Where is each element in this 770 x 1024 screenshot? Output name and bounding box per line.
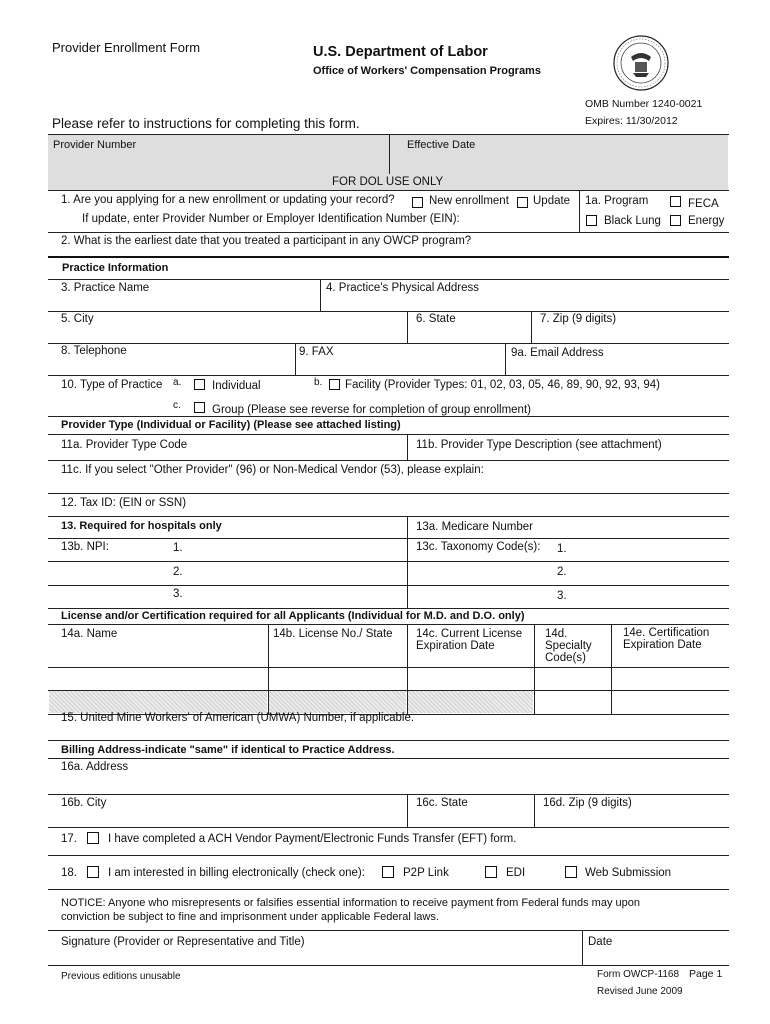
q17-text: I have completed a ACH Vendor Payment/Electronic Funds Transfer (EFT) form. [108,833,517,845]
q1-ein-field[interactable] [460,211,575,229]
certification-header-2: Expiration Date [623,639,702,651]
taxonomy-1-number: 1. [557,543,567,555]
notice-line-1: NOTICE: Anyone who misrepresents or falsifies essential information to receive payment from Federal funds may upon [61,897,640,909]
q18-number: 18. [61,867,77,879]
practice-zip-label: 7. Zip (9 digits) [540,313,617,325]
previous-editions-note: Previous editions unusable [61,971,181,982]
notice-line-2: conviction be subject to fine and imprisonment under applicable Federal laws. [61,911,439,923]
email-field[interactable] [507,360,727,374]
license-row-1-certification[interactable] [613,669,727,689]
group-label: Group (Please see reverse for completion of group enrollment) [212,404,531,416]
license-expiration-header-2: Expiration Date [416,640,495,652]
instructions-note: Please refer to instructions for completing this form. [52,116,360,131]
license-row-2-certification[interactable] [613,692,727,712]
tax-id-label: 12. Tax ID: (EIN or SSN) [61,497,187,509]
fax-field[interactable] [297,360,503,374]
license-row-1-expiration[interactable] [409,669,532,689]
specialty-header-1: 14d. [545,628,568,640]
taxonomy-3-field[interactable] [572,587,727,605]
license-name-header: 14a. Name [61,628,118,640]
billing-section-title: Billing Address-indicate "same" if identical to Practice Address. [61,744,395,756]
billing-state-label: 16c. State [416,797,468,809]
earliest-date-field[interactable] [478,234,728,252]
group-checkbox[interactable] [194,402,205,413]
individual-checkbox[interactable] [194,379,205,390]
office-title: Office of Workers' Compensation Programs [313,65,541,77]
specialty-header-2: Specialty [545,640,592,652]
provider-type-code-field[interactable] [50,452,405,460]
specialty-header-3: Code(s) [545,652,586,664]
npi-1-field[interactable] [188,540,403,556]
practice-name-field[interactable] [50,296,318,310]
license-row-2-number[interactable] [269,691,406,713]
tax-id-field[interactable] [200,495,727,511]
q1-question: 1. Are you applying for a new enrollment or updating your record? [61,194,395,206]
taxonomy-label: 13c. Taxonomy Code(s): [416,541,541,553]
web-submission-checkbox[interactable] [565,866,577,878]
telephone-field[interactable] [50,360,293,374]
license-number-header: 14b. License No./ State [273,628,393,640]
facility-checkbox[interactable] [329,379,340,390]
date-field[interactable] [584,950,727,964]
provider-type-desc-label: 11b. Provider Type Description (see attachment) [416,439,662,451]
provider-type-section-title: Provider Type (Individual or Facility) (Please see attached listing) [61,419,401,431]
revised-date: Revised June 2009 [597,986,683,997]
option-b-marker: b. [314,377,323,388]
license-row-2-expiration[interactable] [408,691,533,713]
web-submission-label: Web Submission [585,867,672,879]
billing-city-field[interactable] [50,812,405,826]
update-checkbox[interactable] [517,197,528,208]
p2p-link-label: P2P Link [403,867,449,879]
black-lung-label: Black Lung [604,215,661,227]
dol-seal-icon [613,35,669,91]
npi-2-field[interactable] [188,564,403,580]
billing-zip-label: 16d. Zip (9 digits) [543,797,632,809]
eft-form-checkbox[interactable] [87,832,99,844]
license-row-2-specialty[interactable] [536,692,609,712]
practice-type-label: 10. Type of Practice [61,379,163,391]
form-name: Provider Enrollment Form [52,40,201,55]
energy-checkbox[interactable] [670,215,681,226]
agency-title: U.S. Department of Labor [313,44,488,60]
practice-address-label: 4. Practice's Physical Address [326,282,480,294]
npi-label: 13b. NPI: [61,541,109,553]
practice-state-label: 6. State [416,313,456,325]
taxonomy-2-field[interactable] [572,564,727,580]
feca-label: FECA [688,198,719,210]
signature-label: Signature (Provider or Representative and Title) [61,936,305,948]
license-row-1-name[interactable] [50,669,266,689]
p2p-link-checkbox[interactable] [382,866,394,878]
telephone-label: 8. Telephone [61,345,127,357]
umwa-field[interactable] [420,714,727,734]
provider-type-code-label: 11a. Provider Type Code [61,439,188,451]
npi-3-number: 3. [173,588,183,600]
npi-1-number: 1. [173,542,183,554]
license-row-2-name[interactable] [49,691,267,713]
taxonomy-3-number: 3. [557,590,567,602]
billing-address-field[interactable] [50,776,727,792]
billing-city-label: 16b. City [61,797,107,809]
q18-text: I am interested in billing electronically (check one): [108,867,365,879]
billing-address-label: 16a. Address [61,761,129,773]
practice-zip-field[interactable] [533,328,727,342]
billing-zip-field[interactable] [536,812,727,826]
fax-label: 9. FAX [299,346,334,358]
taxonomy-2-number: 2. [557,566,567,578]
individual-label: Individual [212,380,261,392]
feca-checkbox[interactable] [670,196,681,207]
umwa-label: 15. United Mine Workers' of American (UMWA) Number, if applicable. [61,712,415,724]
practice-section-title: Practice Information [62,262,169,274]
practice-name-label: 3. Practice Name [61,282,150,294]
billing-electronic-checkbox[interactable] [87,866,99,878]
dol-use-title: FOR DOL USE ONLY [332,176,444,188]
omb-number: OMB Number 1240-0021 [585,98,703,110]
license-row-1-specialty[interactable] [536,669,609,689]
billing-state-field[interactable] [409,812,532,826]
practice-state-field[interactable] [409,328,529,342]
practice-city-field[interactable] [50,328,405,342]
license-expiration-header-1: 14c. Current License [416,628,523,640]
facility-label: Facility (Provider Types: 01, 02, 03, 05, 46, 89, 90, 92, 93, 94) [345,379,660,391]
signature-field[interactable] [50,950,580,964]
npi-2-number: 2. [173,566,183,578]
q2-question: 2. What is the earliest date that you treated a participant in any OWCP program? [61,235,472,247]
program-label: 1a. Program [585,195,649,207]
energy-label: Energy [688,215,725,227]
npi-3-field[interactable] [188,587,403,605]
q17-number: 17. [61,833,77,845]
hospital-section-title: 13. Required for hospitals only [61,520,222,532]
edi-label: EDI [506,867,526,879]
medicare-number-field[interactable] [540,519,727,535]
provider-type-desc-field[interactable] [409,452,727,460]
form-number: Form OWCP-1168 [597,969,680,980]
medicare-number-label: 13a. Medicare Number [416,521,533,533]
taxonomy-1-field[interactable] [572,541,727,557]
option-c-marker: c. [173,400,181,411]
edi-checkbox[interactable] [485,866,497,878]
black-lung-checkbox[interactable] [586,215,597,226]
provider-number-label: Provider Number [53,139,137,151]
email-label: 9a. Email Address [511,347,604,359]
other-provider-explain-label: 11c. If you select "Other Provider" (96) or Non-Medical Vendor (53), please explain: [61,464,484,476]
license-section-title: License and/or Certification required for all Applicants (Individual for M.D. and D.O. only) [61,610,525,622]
license-row-1-number[interactable] [270,669,405,689]
date-label: Date [588,936,613,948]
effective-date-label: Effective Date [407,139,476,151]
q1-followup: If update, enter Provider Number or Employer Identification Number (EIN): [82,213,460,225]
option-a-marker: a. [173,377,182,388]
other-provider-explain-field[interactable] [50,478,727,492]
practice-address-field[interactable] [322,296,727,310]
page-number: Page 1 [689,968,723,980]
new-enrollment-label: New enrollment [429,195,509,207]
practice-city-label: 5. City [61,313,94,325]
update-label: Update [533,195,571,207]
new-enrollment-checkbox[interactable] [412,197,423,208]
expires-date: Expires: 11/30/2012 [585,115,678,127]
certification-header-1: 14e. Certification [623,627,710,639]
